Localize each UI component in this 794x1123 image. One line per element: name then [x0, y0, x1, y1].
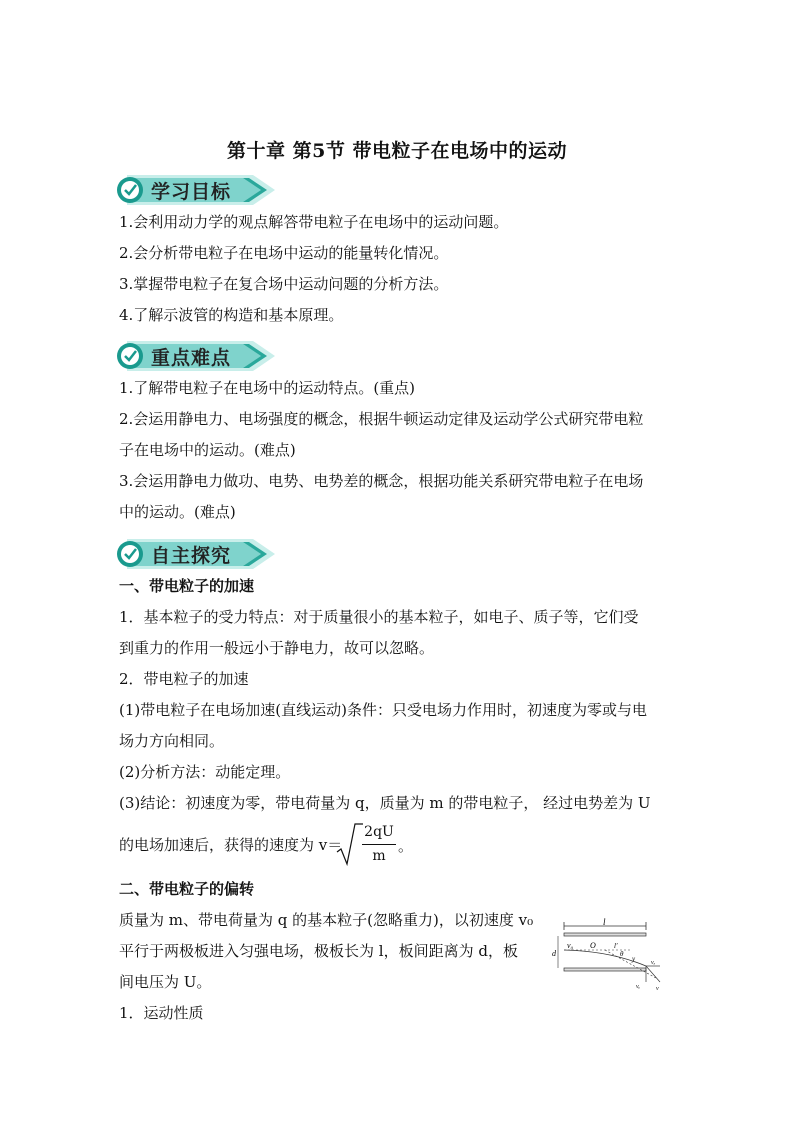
label-v: v	[656, 986, 659, 992]
goal-item: 2.会分析带电粒子在电场中运动的能量转化情况。	[119, 244, 449, 262]
key-point-line: 3.会运用静电力做功、电势、电势差的概念，根据功能关系研究带电粒子在电场	[119, 472, 644, 490]
paragraph-line: 质量为 m、带电荷量为 q 的基本粒子(忽略重力)，以初速度 v₀	[119, 911, 534, 929]
label-l: l	[603, 918, 606, 927]
section-banner-explore	[113, 536, 278, 572]
label-vx: vₓ	[651, 960, 656, 966]
fraction-bar	[362, 844, 396, 845]
paragraph-line: 1．运动性质	[119, 1004, 204, 1022]
formula-suffix: 。	[398, 837, 414, 855]
banner-label: 重点难点	[151, 347, 232, 369]
banner-label: 学习目标	[151, 181, 232, 203]
formula-numerator: 2qU	[364, 824, 394, 840]
key-point-line: 中的运动。(难点)	[119, 503, 236, 521]
formula-denominator: m	[372, 848, 386, 864]
subheading: 二、带电粒子的偏转	[119, 880, 255, 898]
label-d: d	[552, 949, 556, 958]
paragraph-line: (1)带电粒子在电场加速(直线运动)条件：只受电场力作用时，初速度为零或与电	[119, 701, 647, 719]
paragraph-line: 到重力的作用一般远小于静电力，故可以忽略。	[119, 639, 435, 657]
paragraph-line: 场力方向相同。	[119, 732, 225, 750]
goal-item: 4.了解示波管的构造和基本原理。	[119, 306, 344, 324]
section-banner-key-points	[113, 338, 278, 374]
key-point-line: 子在电场中的运动。(难点)	[119, 441, 296, 459]
paragraph-line	[119, 835, 342, 855]
bottom-plate	[564, 968, 646, 971]
formula-prefix: 的电场加速后，获得的速度为 v＝	[119, 836, 343, 854]
paragraph-line: 2．带电粒子的加速	[119, 670, 249, 688]
page-title: 第十章 第5节 带电粒子在电场中的运动	[227, 140, 567, 162]
label-vy: vᵧ	[636, 984, 641, 990]
paragraph-line: (2)分析方法：动能定理。	[119, 763, 291, 781]
label-l-prime: l′	[614, 942, 618, 950]
key-point-line: 1.了解带电粒子在电场中的运动特点。(重点)	[119, 379, 416, 397]
label-y: y	[632, 955, 636, 963]
label-v0: v₀	[567, 941, 574, 950]
key-point-line: 2.会运用静电力、电场强度的概念，根据牛顿运动定律及运动学公式研究带电粒	[119, 410, 644, 428]
deflection-diagram	[550, 918, 670, 998]
paragraph-line: 平行于两极板进入匀强电场，极板长为 l，板间距离为 d，板	[119, 942, 518, 960]
paragraph-line: 1．基本粒子的受力特点：对于质量很小的基本粒子，如电子、质子等，它们受	[119, 608, 639, 626]
paragraph-line: 间电压为 U。	[119, 973, 212, 991]
paragraph-line: (3)结论：初速度为零，带电荷量为 q，质量为 m 的带电粒子， 经过电势差为 U	[119, 794, 651, 812]
banner-label: 自主探究	[151, 545, 232, 567]
label-theta: θ	[620, 950, 624, 958]
top-plate	[564, 933, 646, 936]
subheading: 一、带电粒子的加速	[119, 577, 255, 595]
section-banner-goals	[113, 172, 278, 208]
goal-item: 3.掌握带电粒子在复合场中运动问题的分析方法。	[119, 275, 449, 293]
goal-item: 1.会利用动力学的观点解答带电粒子在电场中的运动问题。	[119, 213, 509, 231]
label-O: O	[590, 941, 596, 950]
